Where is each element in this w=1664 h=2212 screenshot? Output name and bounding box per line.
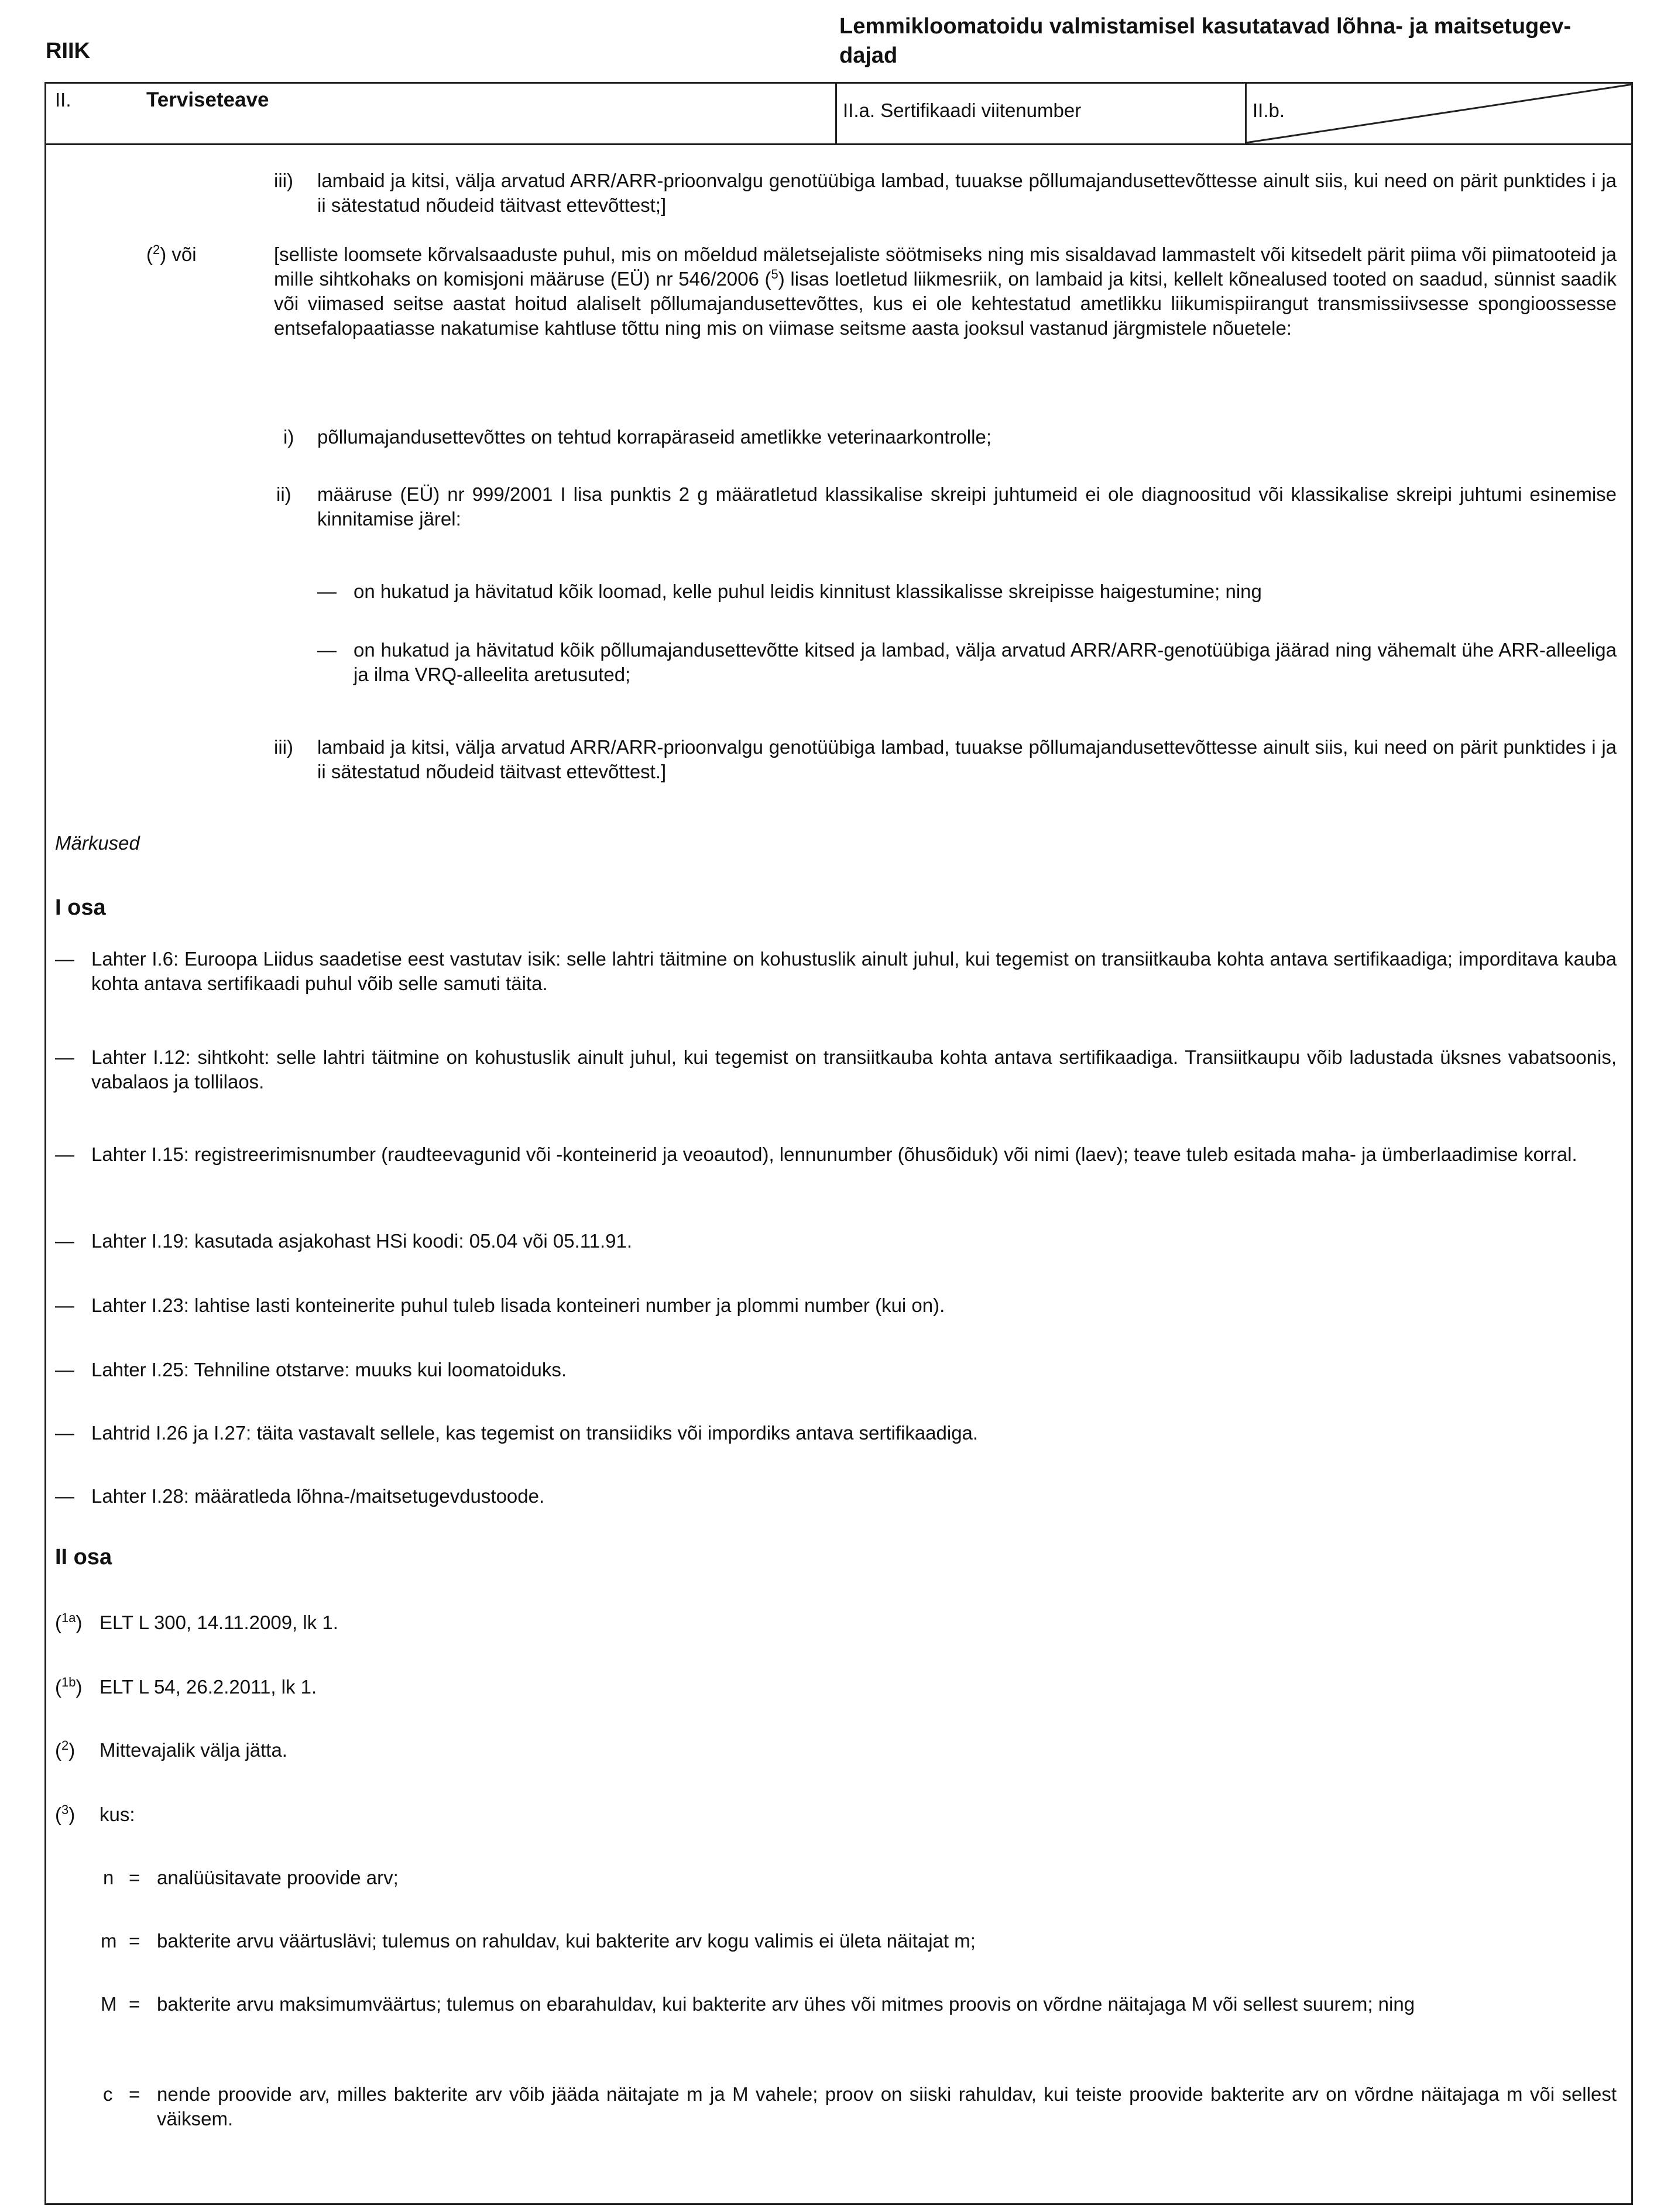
item-number: iii) (274, 170, 293, 191)
item-number: ii) (276, 483, 291, 505)
footnote-marker: ($^3$) (55, 1802, 76, 1825)
definition-text: analüüsitavate proovide arv; (157, 1867, 399, 1888)
alternative-text: [selliste loomsete kõrvalsaaduste puhul, mis on mõeldud mäletsejaliste söötmiseks ning mis sisaldavad lammastelt või kitsedelt pärit piima või piimatooteid ja mille sihtkohaks on komisjoni määruse (EÜ) nr 546/2006 ($^5$) lisas loetletud liikmesriik, on lambaid ja kitsi, kellelt kõnealused tooted on saadud, sünnist saadik või viimased seitse aastat hoitud alaliselt põllumajandusettevõttes, kus ei ole kehtestatud ametlikku liikumispiirangut transmissiivsesse spongioossesse entsefalopaatiasse nakatumise kahtluse tõttu ning mis on viimase seitsme aasta jooksul vastanud järgmistele nõuetele: (274, 243, 1617, 339)
dash-bullet: — (55, 1422, 74, 1444)
iib-label: II.b. (1253, 99, 1285, 121)
iib-diagonal-strike (1246, 82, 1633, 144)
note-item: Lahtrid I.26 ja I.27: täita vastavalt sellele, kas tegemist on transiidiks või impordiks antava sertifikaadiga. (91, 1422, 979, 1444)
dash-bullet: — (55, 1485, 74, 1507)
definition-symbol: m (101, 1930, 117, 1952)
item-text: lambaid ja kitsi, välja arvatud ARR/ARR-prioonvalgu genotüübiga lambad, tuuakse põllumajandusettevõttesse ainult siis, kui need on pärit punktides i ja ii sätestatud nõudeid täitvast ettevõttest.] (317, 736, 1617, 782)
header-column-divider-1 (835, 82, 837, 144)
dash-bullet: — (317, 581, 337, 602)
definition-symbol: M (101, 1993, 117, 2015)
part-2-title: II osa (55, 1545, 112, 1569)
footnote-marker: ($^{1a}$) (55, 1610, 83, 1633)
definition-symbol: n (103, 1867, 114, 1888)
item-text: lambaid ja kitsi, välja arvatud ARR/ARR-prioonvalgu genotüübiga lambad, tuuakse põllumajandusettevõttesse ainult siis, kui need on pärit punktides i ja ii sätestatud nõudeid täitvast ettevõttest;] (317, 170, 1617, 216)
footnote-marker: ($^{1b}$) (55, 1675, 83, 1698)
reference-number-label: II.a. Sertifikaadi viitenumber (843, 99, 1082, 121)
dash-bullet: — (55, 948, 74, 970)
dash-bullet: — (55, 1046, 74, 1068)
definition-text: bakterite arvu maksimumväärtus; tulemus on ebarahuldav, kui bakterite arv ühes või mitmes proovis on võrdne näitajaga M või sellest suurem; ning (157, 1993, 1415, 2015)
definition-text: nende proovide arv, milles bakterite arv võib jääda näitajate m ja M vahele; proov on siiski rahuldav, kui teiste proovide bakterite arv on võrdne näitajaga m või sellest väiksem. (157, 2083, 1617, 2129)
dash-item-text: on hukatud ja hävitatud kõik loomad, kelle puhul leidis kinnitust klassikalisse skreipisse haigestumine; ning (354, 581, 1262, 602)
footnote-ref: 5 (771, 267, 778, 281)
dash-bullet: — (55, 1294, 74, 1316)
footnote-text: Mittevajalik välja jätta. (100, 1739, 287, 1761)
dash-bullet: — (55, 1230, 74, 1252)
country-label: RIIK (46, 39, 90, 63)
footnote-text: kus: (100, 1804, 135, 1825)
section-title: Terviseteave (146, 88, 269, 111)
definition-equals: = (129, 1993, 140, 2015)
item-text: määruse (EÜ) nr 999/2001 I lisa punktis 2 g määratletud klassikalise skreipi juhtumeid ei ole diagnoositud või klassikalise skreipi juhtumi esinemise kinnitamise järel: (317, 483, 1617, 530)
dash-bullet: — (55, 1143, 74, 1165)
footnote-text: ELT L 300, 14.11.2009, lk 1. (100, 1612, 338, 1633)
definition-equals: = (129, 1867, 140, 1888)
note-item: Lahter I.12: sihtkoht: selle lahtri täitmine on kohustuslik ainult juhul, kui tegemist on transiitkauba kohta antava sertifikaadiga. Transiitkaupu võib ladustada üksnes vabatsoonis, vabalaos ja tollilaos. (91, 1046, 1617, 1093)
definition-equals: = (129, 2083, 140, 2105)
part-1-title: I osa (55, 895, 106, 920)
note-item: Lahter I.19: kasutada asjakohast HSi koodi: 05.04 või 05.11.91. (91, 1230, 632, 1252)
dash-bullet: — (317, 639, 337, 661)
alternative-marker: ($^2$) või (146, 242, 197, 265)
note-item: Lahter I.25: Tehniline otstarve: muuks kui loomatoiduks. (91, 1359, 567, 1380)
certificate-title: Lemmikloomatoidu valmistamisel kasutatavad lõhna- ja maitsetugev-dajad (839, 14, 1572, 68)
footnote-text: ELT L 54, 26.2.2011, lk 1. (100, 1676, 317, 1698)
note-item: Lahter I.28: määratleda lõhna-/maitsetugevdustoode. (91, 1485, 545, 1507)
dash-bullet: — (55, 1359, 74, 1380)
section-number: II. (55, 89, 71, 111)
definition-equals: = (129, 1930, 140, 1952)
definition-symbol: c (103, 2083, 113, 2105)
definition-text: bakterite arvu väärtuslävi; tulemus on rahuldav, kui bakterite arv kogu valimis ei ületa näitajat m; (157, 1930, 976, 1952)
footnote-marker: ($^2$) (55, 1738, 76, 1761)
note-item: Lahter I.15: registreerimisnumber (raudteevagunid või -konteinerid ja veoautod), lennunumber (õhusõiduk) või nimi (laev); teave tuleb esitada maha- ja ümberlaadimise korral. (91, 1143, 1577, 1165)
note-item: Lahter I.23: lahtise lasti konteinerite puhul tuleb lisada konteineri number ja plommi number (kui on). (91, 1294, 945, 1316)
item-text: põllumajandusettevõttes on tehtud korrapäraseid ametlikke veterinaarkontrolle; (317, 426, 991, 448)
item-number: i) (283, 426, 294, 448)
note-item: Lahter I.6: Euroopa Liidus saadetise eest vastutav isik: selle lahtri täitmine on kohustuslik ainult juhul, kui tegemist on transiitkauba kohta antava sertifikaadiga; imporditava kauba kohta antava sertifikaadi puhul võib selle samuti täita. (91, 948, 1617, 994)
item-number: iii) (274, 736, 293, 758)
footnote-ref: 2 (153, 242, 160, 257)
notes-heading: Märkused (55, 832, 140, 854)
dash-item-text: on hukatud ja hävitatud kõik põllumajandusettevõtte kitsed ja lambad, välja arvatud ARR/ARR-genotüübiga jäärad ning vähemalt ühe ARR-alleeliga ja ilma VRQ-alleelita aretusuted; (354, 639, 1617, 685)
